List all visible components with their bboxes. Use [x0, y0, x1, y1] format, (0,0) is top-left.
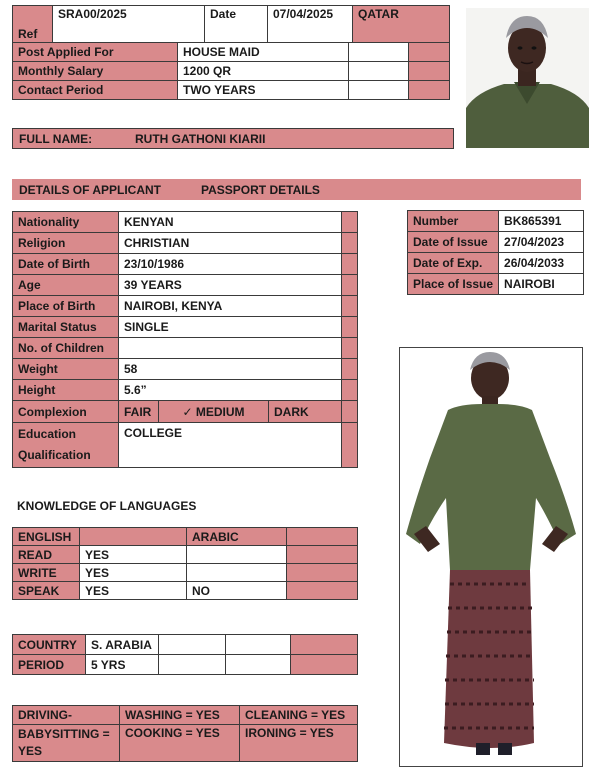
complexion-medium: ✓ MEDIUM: [182, 404, 245, 419]
applicant-value-cell: [119, 317, 342, 338]
passport-value-cell: [499, 211, 584, 232]
applicant-pink-cell: [342, 296, 358, 317]
write-english: YES: [85, 565, 110, 580]
applicant-pink-cell: [342, 338, 358, 359]
job-label-cell: [13, 62, 178, 81]
ref-code-cell: [53, 6, 205, 43]
applicant-label-cell: [13, 275, 119, 296]
skills-table: [12, 705, 358, 762]
lang-cell: [187, 564, 287, 582]
date-label: Date: [210, 7, 237, 21]
passport-label-cell: [408, 211, 499, 232]
fullname-value: RUTH GATHONI KIARII: [135, 131, 266, 146]
fullname-bar: [12, 128, 454, 149]
speak-english: YES: [85, 583, 110, 598]
applicant-label-cell: [13, 380, 119, 401]
applicant-value-cell: [119, 233, 342, 254]
applicant-pink-cell: [342, 254, 358, 275]
complexion-label: Complexion: [18, 404, 87, 419]
lang-cell: [13, 582, 80, 600]
full-body-photo: [399, 347, 583, 767]
job-blank-cell: [349, 43, 409, 62]
skill-cell: [120, 725, 240, 762]
ref-code: SRA00/2025: [58, 7, 127, 21]
job-pink-cell: [409, 43, 450, 62]
height-value: 5.6”: [124, 383, 147, 397]
marital-value: SINGLE: [124, 320, 169, 334]
job-value-cell: [178, 62, 349, 81]
experience-table: [12, 634, 358, 675]
applicant-pink-cell: [342, 359, 358, 380]
exp-value-cell: [86, 655, 159, 675]
applicant-value-cell: [119, 212, 342, 233]
education-label-1: Education: [18, 427, 77, 441]
passport-place-value: NAIROBI: [504, 277, 555, 291]
date-value-cell: [268, 6, 353, 43]
age-label: Age: [18, 278, 41, 292]
section-bar: [12, 179, 581, 200]
exp-blank-cell: [159, 655, 226, 675]
weight-value: 58: [124, 362, 138, 376]
passport-place-label: Place of Issue: [413, 277, 494, 291]
post-label: Post Applied For: [18, 45, 114, 59]
salary-label: Monthly Salary: [18, 64, 104, 78]
exp-blank-cell: [159, 635, 226, 655]
job-label-cell: [13, 43, 178, 62]
date-label-cell: [205, 6, 268, 43]
lang-cell: [287, 582, 358, 600]
passport-table: [407, 210, 584, 295]
write-label: WRITE: [18, 565, 57, 580]
lang-cell: [80, 528, 187, 546]
height-label: Height: [18, 383, 56, 397]
passport-expiry-label: Date of Exp.: [413, 256, 483, 270]
complexion-dark-cell: [269, 401, 342, 423]
lang-cell: [287, 528, 358, 546]
passport-issue-value: 27/04/2023: [504, 235, 565, 249]
post-value: HOUSE MAID: [183, 45, 260, 59]
applicant-value-cell: [119, 359, 342, 380]
skill-cell: [13, 725, 120, 762]
passport-value-cell: [499, 253, 584, 274]
skill-ironing: IRONING = YES: [245, 726, 334, 740]
pob-label: Place of Birth: [18, 299, 96, 313]
applicant-value-cell: [119, 423, 342, 468]
exp-pink-cell: [291, 655, 358, 675]
age-value: 39 YEARS: [124, 278, 182, 292]
skill-cell: [13, 706, 120, 725]
english-heading: ENGLISH: [18, 529, 72, 544]
passport-number-label: Number: [413, 214, 459, 228]
skill-cell: [240, 725, 358, 762]
exp-period-label: PERIOD: [18, 657, 65, 672]
nationality-label: Nationality: [18, 215, 80, 229]
lang-cell: [13, 528, 80, 546]
passport-issue-label: Date of Issue: [413, 235, 488, 249]
skill-cleaning: CLEANING = YES: [245, 708, 346, 722]
skill-washing: WASHING = YES: [125, 708, 220, 722]
education-label-2: Qualification: [18, 448, 91, 462]
nationality-value: KENYAN: [124, 215, 174, 229]
job-pink-cell: [409, 81, 450, 100]
applicant-pink-cell: [342, 275, 358, 296]
passport-value-cell: [499, 232, 584, 253]
applicant-value-cell: [119, 296, 342, 317]
applicant-label-cell: [13, 233, 119, 254]
lang-cell: [80, 564, 187, 582]
speak-label: SPEAK: [18, 583, 60, 598]
complexion-medium-cell: [159, 401, 269, 423]
lang-cell: [80, 546, 187, 564]
salary-value: 1200 QR: [183, 64, 232, 78]
applicant-label-cell: [13, 254, 119, 275]
exp-period-value: 5 YRS: [91, 657, 126, 672]
passport-expiry-value: 26/04/2033: [504, 256, 565, 270]
skill-driving: DRIVING-: [18, 708, 72, 722]
read-label: READ: [18, 547, 53, 562]
languages-title: KNOWLEDGE OF LANGUAGES: [17, 499, 197, 513]
passport-label-cell: [408, 274, 499, 295]
lang-cell: [187, 582, 287, 600]
complexion-fair: FAIR: [124, 404, 152, 419]
exp-label-cell: [13, 655, 86, 675]
dob-label: Date of Birth: [18, 257, 90, 271]
applicant-label-cell: [13, 359, 119, 380]
applicant-heading: DETAILS OF APPLICANT: [19, 182, 161, 197]
fullname-label: FULL NAME:: [19, 131, 93, 146]
applicant-pink-cell: [342, 212, 358, 233]
marital-label: Marital Status: [18, 320, 97, 334]
skill-babysitting-1: BABYSITTING =: [18, 727, 110, 741]
exp-country-value: S. ARABIA: [91, 637, 152, 652]
skill-cell: [120, 706, 240, 725]
applicant-value-cell: [119, 338, 342, 359]
job-value-cell: [178, 81, 349, 100]
applicant-value-cell: [119, 380, 342, 401]
lang-cell: [13, 546, 80, 564]
children-label: No. of Children: [18, 341, 104, 355]
applicant-label-cell: [13, 212, 119, 233]
languages-table: [12, 527, 358, 600]
lang-cell: [187, 546, 287, 564]
skill-babysitting-2: YES: [18, 744, 43, 758]
job-label-cell: [13, 81, 178, 100]
complexion-fair-cell: [119, 401, 159, 423]
applicant-label-cell: [13, 296, 119, 317]
lang-cell: [287, 546, 358, 564]
skill-cell: [240, 706, 358, 725]
skill-cooking: COOKING = YES: [125, 726, 220, 740]
job-value-cell: [178, 43, 349, 62]
exp-blank-cell: [226, 655, 291, 675]
passport-label-cell: [408, 232, 499, 253]
exp-pink-cell: [291, 635, 358, 655]
applicant-pink-cell: [342, 317, 358, 338]
education-value: COLLEGE: [124, 426, 183, 440]
weight-label: Weight: [18, 362, 58, 376]
job-blank-cell: [349, 81, 409, 100]
ref-label-cell: [13, 6, 53, 43]
applicant-pink-cell: [342, 380, 358, 401]
applicant-table: [12, 211, 358, 468]
speak-arabic: NO: [192, 583, 210, 598]
full-body-illustration: [400, 348, 582, 766]
passport-number-value: BK865391: [504, 214, 562, 228]
read-english: YES: [85, 547, 110, 562]
job-table: [12, 42, 450, 100]
exp-country-label: COUNTRY: [18, 637, 77, 652]
ref-label: Ref: [18, 27, 38, 41]
applicant-value-cell: [119, 275, 342, 296]
applicant-value-cell: [119, 254, 342, 275]
portrait-photo: [466, 8, 589, 148]
applicant-label-cell: [13, 401, 119, 423]
applicant-label-cell: [13, 338, 119, 359]
applicant-pink-cell: [342, 423, 358, 468]
period-value: TWO YEARS: [183, 83, 256, 97]
exp-label-cell: [13, 635, 86, 655]
ref-table: [12, 5, 450, 43]
portrait-illustration: [466, 8, 589, 148]
country-value: QATAR: [358, 7, 399, 21]
lang-cell: [287, 564, 358, 582]
lang-cell: [80, 582, 187, 600]
lang-cell: [187, 528, 287, 546]
pob-value: NAIROBI, KENYA: [124, 299, 223, 313]
complexion-dark: DARK: [274, 404, 309, 419]
applicant-pink-cell: [342, 401, 358, 423]
dob-value: 23/10/1986: [124, 257, 185, 271]
lang-cell: [13, 564, 80, 582]
applicant-label-cell: [13, 423, 119, 468]
country-cell: [353, 6, 450, 43]
applicant-label-cell: [13, 317, 119, 338]
arabic-heading: ARABIC: [192, 529, 239, 544]
exp-blank-cell: [226, 635, 291, 655]
religion-value: CHRISTIAN: [124, 236, 190, 250]
period-label: Contact Period: [18, 83, 104, 97]
applicant-pink-cell: [342, 233, 358, 254]
passport-label-cell: [408, 253, 499, 274]
religion-label: Religion: [18, 236, 66, 250]
passport-value-cell: [499, 274, 584, 295]
exp-value-cell: [86, 635, 159, 655]
job-blank-cell: [349, 62, 409, 81]
date-value: 07/04/2025: [273, 7, 334, 21]
passport-heading: PASSPORT DETAILS: [201, 182, 320, 197]
job-pink-cell: [409, 62, 450, 81]
